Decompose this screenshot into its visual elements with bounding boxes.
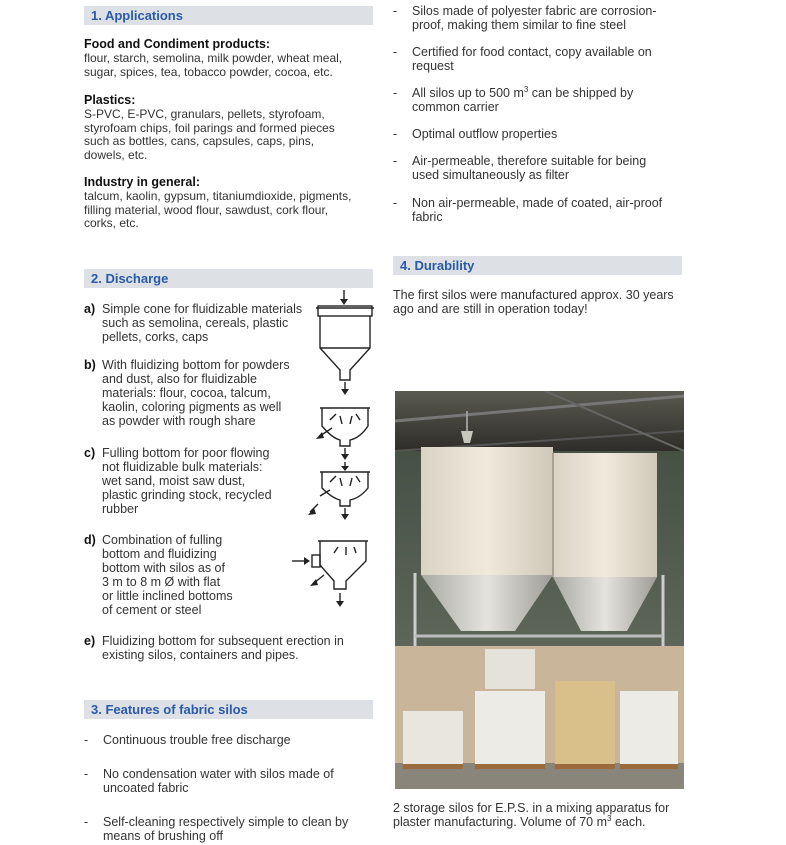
- item-line: With fluidizing bottom for powders: [102, 358, 290, 372]
- item-line: Optimal outflow properties: [412, 127, 558, 141]
- item-line: Fulling bottom for poor flowing: [102, 446, 270, 460]
- item-line: existing silos, containers and pipes.: [102, 648, 299, 662]
- item-line: Simple cone for fluidizable materials: [102, 302, 303, 316]
- item-line: rubber: [102, 502, 139, 516]
- combination-bottom-icon: [290, 535, 382, 615]
- dash-bullet: -: [84, 767, 89, 781]
- item-line: Fluidizing bottom for subsequent erection in: [102, 634, 344, 648]
- item-line: Non air-permeable, made of coated, air-proof: [412, 196, 663, 210]
- group-line: styrofoam chips, foil parings and formed pieces: [84, 120, 335, 135]
- feature-item: [393, 196, 693, 226]
- dash-bullet: -: [393, 196, 398, 210]
- group-line: such as bottles, cans, capsules, caps, pins,: [84, 134, 315, 148]
- item-line: such as semolina, cereals, plastic: [102, 316, 289, 330]
- item-label: e): [84, 634, 96, 648]
- caption-line: 2 storage silos for E.P.S. in a mixing apparatus for: [393, 801, 670, 815]
- item-label: d): [84, 533, 96, 547]
- item-line: pellets, corks, caps: [102, 330, 209, 344]
- fulling-bottom-icon: [306, 462, 382, 524]
- feature-item: [84, 815, 374, 845]
- item-label: a): [84, 302, 96, 316]
- item-label: c): [84, 446, 96, 460]
- item-line: means of brushing off: [103, 829, 223, 843]
- section-heading-features: 3. Features of fabric silos: [84, 700, 373, 719]
- item-line: Certified for food contact, copy available on: [412, 45, 652, 59]
- item-line: All silos up to 500 $m^3$ can be shipped by: [412, 84, 634, 100]
- dash-bullet: -: [393, 127, 398, 141]
- item-line: or little inclined bottoms: [102, 589, 233, 603]
- item-line: 3 m to 8 m Ø with flat: [102, 575, 221, 589]
- cone-silo-icon: [310, 288, 382, 398]
- item-line: bottom and fluidizing: [102, 547, 217, 561]
- discharge-item-b: [84, 358, 314, 430]
- group-line: flour, starch, semolina, milk powder, wheat meal,: [84, 51, 343, 65]
- discharge-item-d: [84, 533, 284, 619]
- silo-photo: [395, 391, 684, 789]
- section-heading-applications: 1. Applications: [84, 6, 373, 25]
- item-line: plastic grinding stock, recycled: [102, 488, 272, 502]
- group-line: S-PVC, E-PVC, granulars, pellets, styrofoam,: [84, 107, 325, 121]
- dash-bullet: -: [393, 154, 398, 168]
- item-line: of cement or steel: [102, 603, 202, 617]
- item-line: used simultaneously as filter: [412, 168, 570, 182]
- caption-line: plaster manufacturing. Volume of 70 $m^3$ each.: [393, 813, 646, 829]
- group-line: talcum, kaolin, gypsum, titaniumdioxide, pigments,: [84, 189, 352, 203]
- section-heading-discharge: 2. Discharge: [84, 269, 373, 288]
- feature-item: [84, 733, 374, 749]
- item-line: materials: flour, cocoa, talcum,: [102, 386, 271, 400]
- item-line: and dust, also for fluidizable: [102, 372, 257, 386]
- dash-bullet: -: [393, 45, 398, 59]
- item-line: request: [412, 59, 454, 73]
- group-title: Industry in general:: [84, 175, 200, 189]
- dash-bullet: -: [84, 733, 89, 747]
- photo-caption: [393, 801, 703, 829]
- item-line: uncoated fabric: [103, 781, 189, 795]
- section-heading-durability: 4. Durability: [393, 256, 682, 275]
- feature-item: [393, 154, 693, 184]
- item-line: fabric: [412, 210, 443, 224]
- item-line: Air-permeable, therefore suitable for being: [412, 154, 647, 168]
- item-line: kaolin, coloring pigments as well: [102, 400, 282, 414]
- item-line: Self-cleaning respectively simple to clean by: [103, 815, 349, 829]
- applications-group-industry: [84, 175, 384, 231]
- dash-bullet: -: [84, 815, 89, 829]
- feature-item: [393, 86, 693, 116]
- feature-item: [393, 45, 693, 75]
- text-line: The first silos were manufactured approx. 30 years: [393, 288, 674, 302]
- dash-bullet: -: [393, 86, 398, 100]
- discharge-item-c: [84, 446, 304, 518]
- applications-group-food: [84, 37, 384, 79]
- item-line: not fluidizable bulk materials:: [102, 460, 263, 474]
- feature-item: [393, 4, 693, 34]
- item-line: Continuous trouble free discharge: [103, 733, 291, 747]
- fluidizing-bottom-icon: [310, 398, 382, 460]
- group-title: Food and Condiment products:: [84, 37, 271, 51]
- group-line: filling material, wood flour, sawdust, cork flour,: [84, 202, 329, 217]
- item-label: b): [84, 358, 96, 372]
- item-line: proof, making them similar to fine steel: [412, 18, 626, 32]
- durability-text: [393, 288, 693, 316]
- text-line: ago and are still in operation today!: [393, 302, 588, 316]
- item-line: wet sand, moist saw dust,: [102, 474, 246, 488]
- item-line: common carrier: [412, 100, 499, 114]
- item-line: Combination of fulling: [102, 533, 223, 547]
- applications-group-plastics: [84, 93, 384, 162]
- item-line: No condensation water with silos made of: [103, 767, 334, 781]
- item-line: Silos made of polyester fabric are corrosion-: [412, 4, 657, 18]
- feature-item: [84, 767, 374, 797]
- item-line: bottom with silos as of: [102, 561, 225, 575]
- group-line: dowels, etc.: [84, 147, 148, 162]
- group-line: corks, etc.: [84, 216, 139, 230]
- group-title: Plastics:: [84, 93, 136, 107]
- discharge-item-a: [84, 302, 324, 347]
- discharge-item-e: [84, 634, 374, 664]
- dash-bullet: -: [393, 4, 398, 18]
- group-line: sugar, spices, tea, tobacco powder, cocoa, etc.: [84, 64, 333, 79]
- feature-item: [393, 127, 693, 143]
- item-line: as powder with rough share: [102, 414, 256, 428]
